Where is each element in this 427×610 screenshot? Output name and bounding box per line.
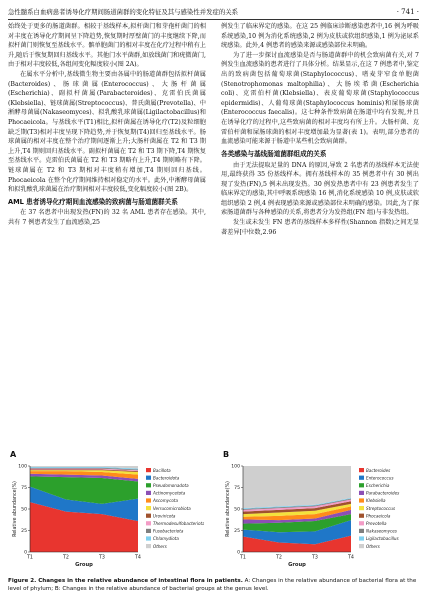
legend-swatch [146,506,151,510]
legend-swatch [359,514,364,518]
paragraph: 在 37 名患者中出现发热(FN)的 32 名 AML 患者存在感染。其中,共有 7 例患者发生了血流感染,25 [8,209,206,227]
legend-label: Klebsiella [366,498,386,504]
legend-swatch [146,476,151,480]
y-tick-label: 100 [18,464,27,470]
paragraph: 始终处于更多的肠道菌群。相较于基线样本,拟杆菌门和芽孢杆菌门的相对丰度在诱导化疗期间呈下降趋势,恢复期时厚壁菌门的丰度继续下降,而拟杆菌门则恢复至基线水平。髌单胞菌门的相对丰度在化疗过程中稍有上升,随后于恢复期回归基线水平。其他门水平菌群,如放线菌门和疣微菌门,由于相对丰度较低,各组间变化幅度较小(图 2A)。 [8,23,206,69]
legend-swatch [359,476,364,480]
legend-label: Bacteroides [366,467,391,473]
legend-label: Streptococcus [366,505,396,511]
running-title: 急性髓系白血病患者诱导化疗期间肠道菌群的变化特征及其与感染性并发症的关系 [8,8,239,16]
y-tick-label: 25 [234,529,240,535]
legend-label: Enterococcus [366,475,394,481]
legend-swatch [359,529,364,533]
legend-swatch [146,498,151,502]
caption-body: A: Changes in the relative abundance of bacterial flora at the level of phylum; B: Changes in the relative abundance of bacterial groups at the genus level. [8,578,417,592]
y-tick-label: 0 [237,550,240,556]
stacked-area-chart-genus [221,450,417,570]
legend-swatch [146,529,151,533]
right-column [221,22,419,362]
page-header [8,6,419,18]
x-axis-label: Group [75,562,93,568]
legend-label: Phocaeicola [366,513,391,519]
legend-label: Prevotella [366,521,387,526]
y-tick-label: 50 [21,507,27,513]
y-tick-label: 0 [24,550,27,556]
x-tick-label: T2 [276,555,282,561]
paragraph: 例发生了临床界定的感染。在这 25 例临床诊断感染患者中,16 例为呼吸系统感染,10 例为消化系统感染,2 例为皮肤或软组织感染,1 例为泌尿系统感染。此外,4 例患者的感染来源或感染部位未明确。 [221,23,419,50]
legend-label: Verrucomicrobiota [153,505,191,511]
x-tick-label: T3 [99,555,105,561]
y-tick-label: 50 [234,507,240,513]
legend-label: Escherichia [366,483,390,488]
figure-panel-a [8,450,204,570]
legend-swatch [359,544,364,548]
legend-label: Nakaseomyces [366,528,397,534]
y-tick-label: 75 [21,486,27,492]
left-column [8,22,206,442]
legend-swatch [359,483,364,487]
panel-label: A [10,450,17,459]
legend-swatch [146,468,151,472]
legend-label: Thermodesulfobacteriota [153,521,204,526]
header-rule [8,19,419,20]
y-axis-label: Relative abundance(%) [226,481,231,537]
legend-label: Chlamydiota [153,536,179,542]
x-tick-label: T4 [348,555,354,561]
panel-label: B [223,450,230,459]
legend-swatch [359,506,364,510]
stacked-area-chart-phylum [8,450,204,570]
caption-lead: Figure 2. Changes in the relative abundance of intestinal flora in patients. [8,578,243,584]
legend-label: Others [366,543,380,549]
x-tick-label: T1 [240,555,246,561]
legend-label: Uroviricota [153,513,176,519]
legend-swatch [359,536,364,540]
x-tick-label: T4 [135,555,141,561]
figure-panel-b [221,450,417,570]
legend-label: Bacillota [153,467,171,473]
legend-swatch [146,483,151,487]
legend-swatch [359,521,364,525]
legend-swatch [146,521,151,525]
legend-swatch [359,498,364,502]
legend-swatch [359,468,364,472]
legend-label: Parabacteroides [366,490,400,496]
section-heading: 各类感染与基线肠道菌群组成的关系 [221,149,327,158]
figure-caption [8,577,419,593]
paragraph: 为了进一步探讨血流感染是否与肠道菌群中的机会致病菌有关,对 7 例发生血流感染的患者进行了具体分析。结果显示,在这 7 例患者中,鉴定出的致病菌包括葡萄球菌(Staphylococcus)、嗜麦芽窄食单胞菌(Stenotrophomonas maltophilia)、大肠埃希菌(Escherichia coli)、克雷伯杆菌(Klebsiella)、表皮葡萄球菌(Staphylococcus epidermidis)、人葡萄球菌(Staphylococcus hominis)和屎肠球菌(Enterococcus faecalis)。这七种条件致病菌在肠道中均有发现,并且在诱导化疗的过程中,这些致病菌的相对丰度均有所上升。大肠杆菌、克雷伯杆菌和屎肠球菌的相对丰度增加最为显著(表 1)。表明,部分患者的血流感染可能来源于肠道中某些机会致病菌群。 [221,51,419,146]
y-tick-label: 75 [234,486,240,492]
legend-label: Ligilactobacillus [366,536,399,542]
page-number: · 741 · [396,8,419,16]
legend-swatch [359,491,364,495]
x-tick-label: T2 [63,555,69,561]
legend-label: Pseudomonadota [153,483,189,488]
x-axis-label: Group [288,562,306,568]
paragraph: 由于无法提取足量的 DNA 的原因,导致 2 名患者的基线样本无法使用,最终获得 35 份基线样本。拥有基线样本的 35 例患者中有 30 例出现了发热(FN),5 例未出现发热。30 例发热患者中有 23 例患者发生了临床界定的感染,其中呼吸系统感染 16 例,消化系统感染 10 例,皮肤或软组织感染 2 例,4 例表现感染来源或感染部位未明确的感染。因此,为了探索肠道菌群与各种感染的关系,将患者分为发热组(FN 组)与非发热组。 [221,161,419,217]
legend-swatch [146,544,151,548]
legend-swatch [146,491,151,495]
x-tick-label: T3 [312,555,318,561]
legend-label: Fusobacteriota [153,528,184,534]
legend-label: Actinomycetota [153,490,186,496]
y-axis-label: Relative abundance(%) [13,481,18,537]
section-heading: AML 患者诱导化疗期间血流感染的致病菌与肠道菌群关系 [8,197,178,206]
legend-label: Ascomycota [153,498,178,504]
legend-swatch [146,514,151,518]
legend-label: Others [153,543,167,549]
x-tick-label: T1 [27,555,33,561]
legend-swatch [146,536,151,540]
y-tick-label: 25 [21,529,27,535]
y-tick-label: 100 [231,464,240,470]
paragraph: 在属水平分析中,基线微生物主要由各属中的肠道菌群包括拟杆菌属(Bacteroides)、肠球菌属(Enterococcus)、大肠杆菌属(Escherichia)、副拟杆菌属(Parabacteroides)、克雷伯氏菌属(Klebsiella)、链球菌属(Streptococcus)、普氏菌属(Prevotella)、中淅酵母菌属(Nakaseomyces)、拟乳酸乳球菌属(Ligilactobacillus)和 Phocaeicola。与基线水平(T1)相比,拟杆菌属在诱导化疗(T2)及粒细胞缺乏期(T3)相对丰度呈现下降趋势,并于恢复期(T4)回归至基线水平。肠球菌属的相对丰度在整个治疗期间逐渐上升;大肠杆菌属在 T2 和 T3 期上升,T4 期则回归基线水平。副拟杆菌属在 T2 和 T3 期下降,T4 期恢复至基线水平。克雷伯氏菌属在 T2 和 T3 期略有上升,T4 期则略有下降。链球菌属在 T2 和 T3 期相对丰度稍有增加,T4 期则回归基线。Phocaeicola 在整个化疗期间维持相对稳定的水平。此外,中淅酵母菌属和拟乳酸乳球菌属在治疗期间相对丰度较低,变化幅度较小(图 2B)。 [8,70,206,194]
legend-label: Bacteroidota [153,475,180,481]
paragraph: 发生或未发生 FN 患者的基线样本多样性(Shannon 指数)之间无显著差异[中位数,2.96 [221,219,419,236]
